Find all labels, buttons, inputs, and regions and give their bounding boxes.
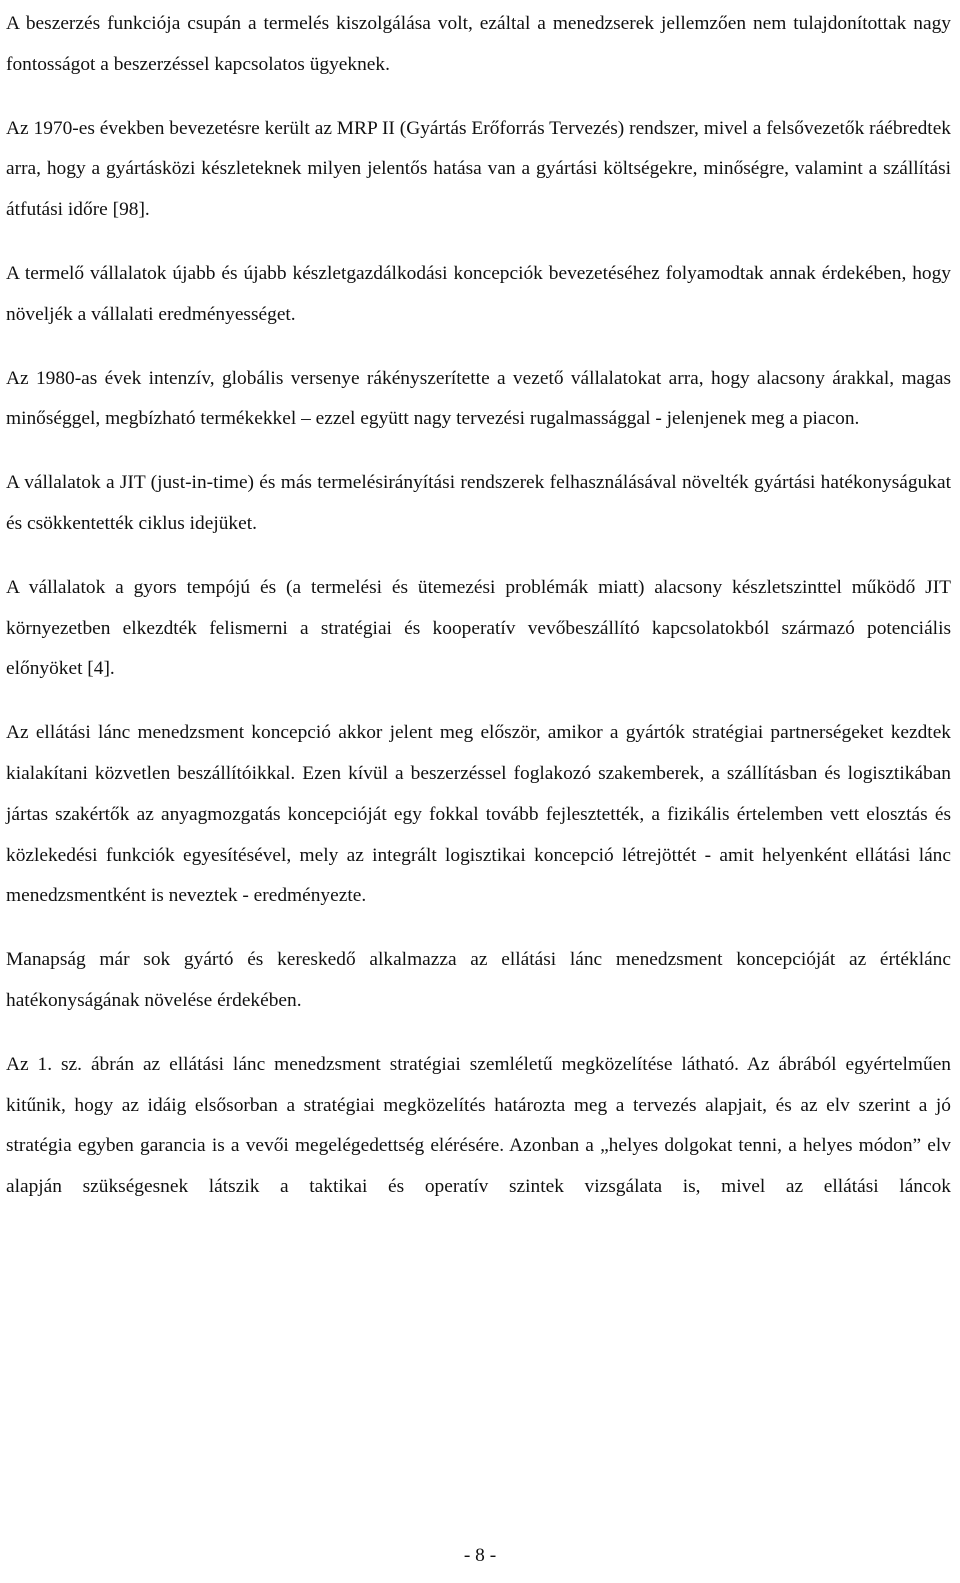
page-number: - 8 - [463, 1545, 497, 1566]
paragraph-strategic-approach: Az 1. sz. ábrán az ellátási lánc menedzsment stratégiai szemléletű megközelítése látható. Az ábrából egyértelműen kitűnik, hogy az idáig elsősorban a stratégiai megközelítés határozta meg a tervezés alapjait, és az elv szerint a jó stratégia egyben garancia is a vevői megelégedettség elérésére. Azonban a „helyes dolgokat tenni, a helyes módon” elv alapján szükségesnek látszik a taktikai és operatív szintek vizsgálata is, mivel az ellátási láncok [6, 1053, 951, 1198]
paragraph-procurement-role: A beszerzés funkciója csupán a termelés kiszolgálása volt, ezáltal a menedzserek jellemzően nem tulajdonítottak nagy fontosságot a beszerzéssel kapcsolatos ügyeknek. [6, 13, 951, 75]
paragraph-jit-systems: A vállalatok a JIT (just-in-time) és más termelésirányítási rendszerek felhasználásával növelték gyártási hatékonyságukat és csökkentették ciklus idejüket. [6, 472, 951, 534]
paragraph-inventory-concepts: A termelő vállalatok újabb és újabb készletgazdálkodási koncepciók bevezetéséhez folyamodtak annak érdekében, hogy növeljék a vállalati eredményességet. [6, 262, 951, 325]
paragraph-1980s-competition: Az 1980-as évek intenzív, globális versenye rákényszerítette a vezető vállalatokat arra, hogy alacsony árakkal, magas minőséggel, megbízható termékekkel – ezzel együtt nagy tervezési rugalmassággal - jelenjenek meg a piacon. [6, 367, 951, 430]
paragraph-jit-partnerships: A vállalatok a gyors tempójú és (a termelési és ütemezési problémák miatt) alacsony készletszinttel működő JIT környezetben elkezdték felismerni a stratégiai és kooperatív vevőbeszállító kapcsolatokból származó potenciális előnyöket [4]. [6, 576, 951, 680]
paragraph-scm-today: Manapság már sok gyártó és kereskedő alkalmazza az ellátási lánc menedzsment koncepcióját az értéklánc hatékonyságának növelése érdekében. [6, 949, 951, 1011]
paragraph-mrp-ii: Az 1970-es években bevezetésre került az MRP II (Gyártás Erőforrás Tervezés) rendszer, mivel a felsővezetők ráébredtek arra, hogy a gyártásközi készleteknek milyen jelentős hatása van a gyártási költségekre, minőségre, valamint a szállítási átfutási időre [98]. [6, 117, 951, 221]
paragraph-scm-concept: Az ellátási lánc menedzsment koncepció akkor jelent meg először, amikor a gyártók stratégiai partnerségeket kezdtek kialakítani közvetlen beszállítóikkal. Ezen kívül a beszerzéssel foglakozó szakemberek, a szállításban és logisztikában jártas szakértők az anyagmozgatás koncepcióját egy fokkal tovább fejlesztették, a fizikális értelemben vett elosztás és közlekedési funkciók egyesítésével, mely az integrált logisztikai koncepció létrejöttét - amit helyenként ellátási lánc menedzsmentként is neveztek - eredményezte. [6, 722, 951, 907]
